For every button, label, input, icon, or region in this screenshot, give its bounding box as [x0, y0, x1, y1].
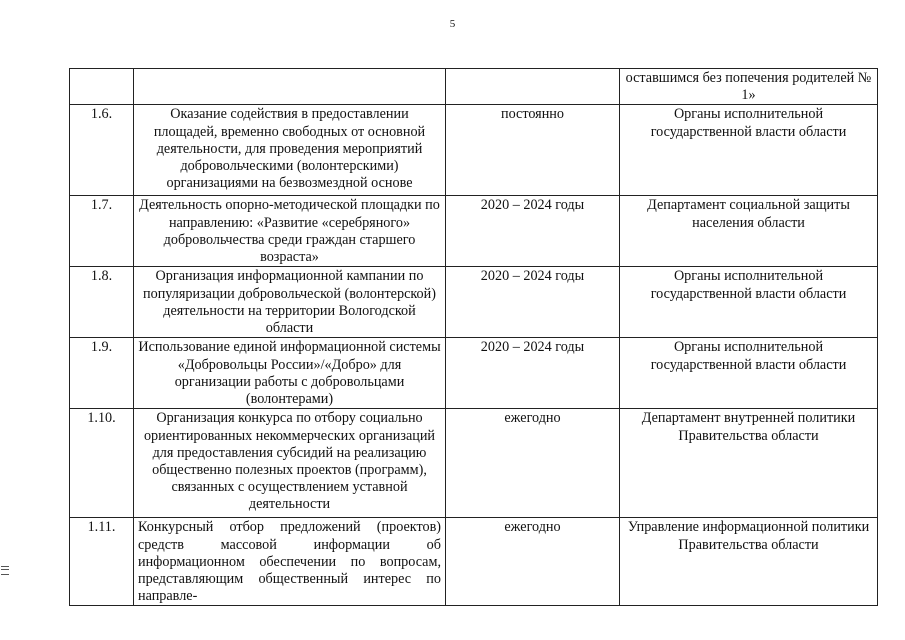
table-row-continuation — [70, 69, 878, 105]
row-number-cell: 1.11. — [70, 518, 134, 606]
term-cell — [446, 69, 620, 105]
term-cell: 2020 – 2024 годы — [446, 338, 620, 409]
table-row — [70, 105, 878, 196]
table-row — [70, 196, 878, 267]
term-cell: ежегодно — [446, 518, 620, 606]
action-plan-table — [69, 68, 878, 606]
executor-cell: Органы исполнительной государственной власти области — [620, 338, 878, 409]
row-number-cell: 1.10. — [70, 409, 134, 518]
executor-cell: Департамент социальной защиты населения области — [620, 196, 878, 267]
page-number: 5 — [449, 18, 456, 30]
row-number-cell: 1.9. — [70, 338, 134, 409]
term-cell: постоянно — [446, 105, 620, 196]
scan-edge-mark — [1, 566, 9, 575]
table-row — [70, 409, 878, 518]
executor-cell: оставшимся без попечения родителей № 1» — [620, 69, 878, 105]
term-cell: 2020 – 2024 годы — [446, 196, 620, 267]
executor-cell: Органы исполнительной государственной власти области — [620, 267, 878, 338]
term-cell: 2020 – 2024 годы — [446, 267, 620, 338]
action-cell: Конкурсный отбор предложений (проектов) средств массовой информации об информационном обеспечении по вопросам, представляющим общественный интерес по направле- — [134, 518, 446, 606]
term-cell: ежегодно — [446, 409, 620, 518]
action-cell: Деятельность опорно-методической площадки по направлению: «Развитие «серебряного» добровольчества среди граждан старшего возраста» — [134, 196, 446, 267]
action-cell: Оказание содействия в предоставлении площадей, временно свободных от основной деятельности, для проведения мероприятий добровольческими (волонтерскими) организациями на безвозмездной основе — [134, 105, 446, 196]
table-row — [70, 267, 878, 338]
table-row — [70, 518, 878, 606]
executor-cell: Департамент внутренней политики Правительства области — [620, 409, 878, 518]
executor-cell: Органы исполнительной государственной власти области — [620, 105, 878, 196]
table-row — [70, 338, 878, 409]
row-number-cell: 1.6. — [70, 105, 134, 196]
executor-cell: Управление информационной политики Правительства области — [620, 518, 878, 606]
action-cell: Организация информационной кампании по популяризации добровольческой (волонтерской) деятельности на территории Вологодской области — [134, 267, 446, 338]
row-number-cell — [70, 69, 134, 105]
row-number-cell: 1.7. — [70, 196, 134, 267]
action-cell: Организация конкурса по отбору социально ориентированных некоммерческих организаций для предоставления субсидий на реализацию общественно полезных проектов (программ), связанных с осуществлением уставной деятельности — [134, 409, 446, 518]
action-cell — [134, 69, 446, 105]
row-number-cell: 1.8. — [70, 267, 134, 338]
action-cell: Использование единой информационной системы «Добровольцы России»/«Добро» для организации работы с добровольцами (волонтерами) — [134, 338, 446, 409]
